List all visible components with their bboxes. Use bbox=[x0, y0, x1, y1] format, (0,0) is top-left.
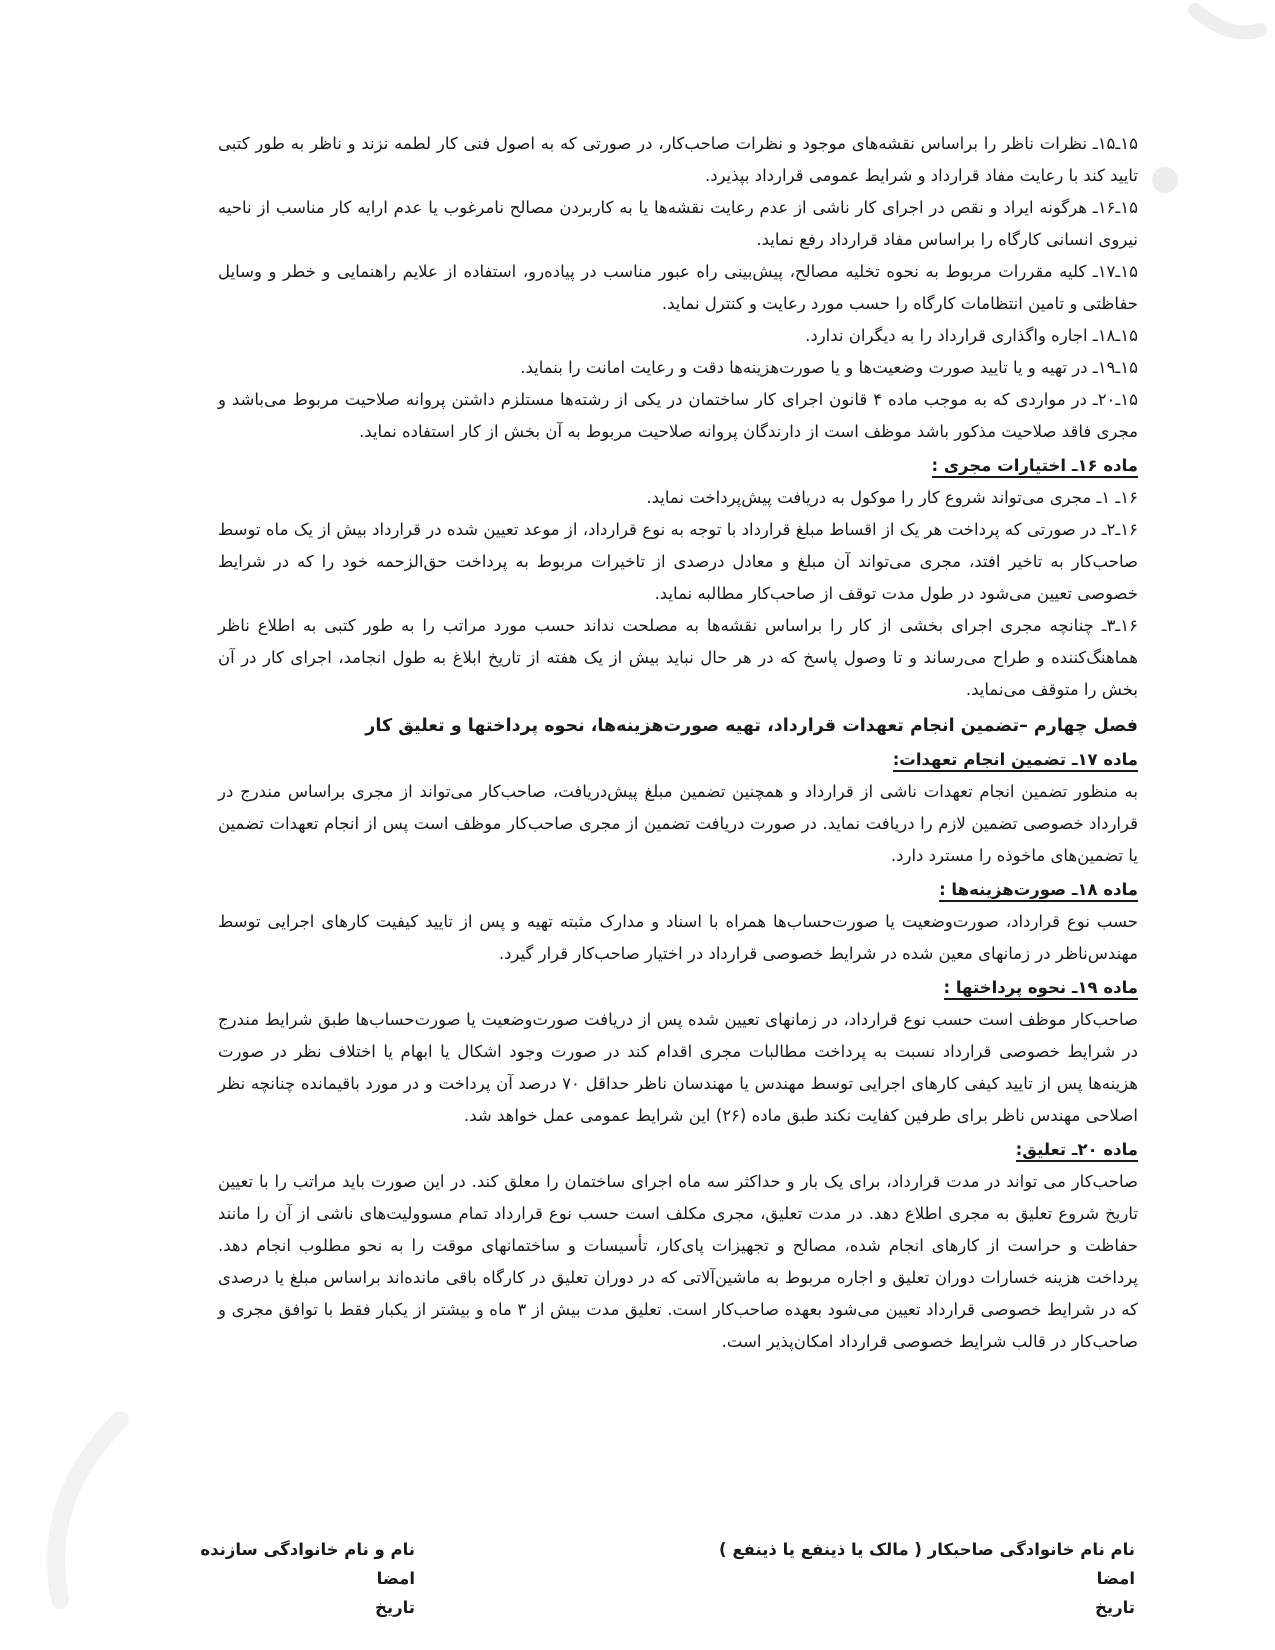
owner-date-label: تاریخ bbox=[1095, 1598, 1135, 1617]
paragraph-15-17: ۱۵ـ۱۷ـ کلیه مقررات مربوط به نحوه تخلیه مصالح، پیش‌بینی راه عبور مناسب در پیاده‌رو، استفاده از علایم راهنمایی و خطر و وسایل حفاظتی و تامین انتظامات کارگاه را حسب مورد رعایت و کنترل نماید. bbox=[218, 262, 1138, 313]
article-17-heading-text: ماده ۱۷ـ تضمین انجام تعهدات: bbox=[893, 750, 1138, 772]
article-20-heading-text: ماده ۲۰ـ تعلیق: bbox=[1016, 1140, 1138, 1162]
article-18-heading-text: ماده ۱۸ـ صورت‌هزینه‌ها : bbox=[939, 880, 1138, 902]
paragraph-16-2: ۱۶ـ۲ـ در صورتی که پرداخت هر یک از اقساط مبلغ قرارداد با توجه به نوع قرارداد، از موعد تعیین شده در قرارداد بیش از یک ماه توسط صاحب‌کار به تاخیر افتد، مجری می‌تواند آن مبلغ و معادل درصدی از تاخیرات مربوط به پرداخت حق‌الزحمه خود را که در شرایط خصوصی تعیین می‌شود در طول مدت توقف از صاحب‌کار مطالبه نماید. bbox=[218, 520, 1138, 603]
owner-signature-label: امضا bbox=[1096, 1569, 1135, 1588]
paragraph-15-18: ۱۵ـ۱۸ـ اجاره واگذاری قرارداد را به دیگران ندارد. bbox=[805, 326, 1138, 345]
owner-signature-block bbox=[719, 1535, 1135, 1622]
article-19-heading-text: ماده ۱۹ـ نحوه پرداختها : bbox=[944, 978, 1138, 1000]
chapter-4-title: فصل چهارم –تضمین انجام تعهدات قرارداد، تهیه صورت‌هزینه‌ها، نحوه پرداختها و تعلیق کار bbox=[365, 716, 1138, 736]
paragraph-16-3: ۱۶ـ۳ـ چنانچه مجری اجرای بخشی از کار را براساس نقشه‌ها به مصلحت نداند حسب مورد مراتب را به طور کتبی به اطلاع ناظر هماهنگ‌کننده و طراح می‌رساند و تا وصول پاسخ که در هر حال نباید بیش از یک هفته از تاریخ ابلاغ به طول انجامد، اجرای کار در آن بخش را متوقف می‌نماید. bbox=[218, 616, 1138, 699]
article-20-heading bbox=[218, 1134, 1138, 1166]
builder-name-label: نام و نام خانوادگی سازنده bbox=[200, 1540, 415, 1559]
article-20-text: صاحب‌کار می تواند در مدت قرارداد، برای یک بار و حداکثر سه ماه اجرای ساختمان را معلق کند. در این صورت باید مراتب را با تعیین تاریخ شروع تعلیق به مجری اطلاع دهد. در مدت تعلیق، مجری مکلف است حسب نوع قرارداد تمام مسوولیت‌های ناشی از آن را مانند حفاظت و حراست از کارهای انجام شده، مصالح و تجهیزات پای‌کار، تأسیسات و ساختمانهای موقت را به نحو مطلوب انجام دهد. پرداخت هزینه خسارات دوران تعلیق و اجاره مربوط به ماشین‌آلاتی که در دوران تعلیق در کارگاه باقی مانده‌اند براساس مبلغ یا درصدی که در شرایط خصوصی قرارداد تعیین می‌شود بعهده صاحب‌کار است. تعلیق مدت بیش از ۳ ماه و بیشتر از یکبار فقط با توافق مجری و صاحب‌کار در قالب شرایط خصوصی قرارداد امکان‌پذیر است. bbox=[218, 1172, 1139, 1351]
owner-name-label: نام نام خانوادگی صاحبکار ( مالک یا ذینفع یا ذینفع ) bbox=[719, 1540, 1135, 1559]
paragraph-15-16: ۱۵ـ۱۶ـ هرگونه ایراد و نقص در اجرای کار ناشی از عدم رعایت نقشه‌ها یا به کاربردن مصالح نامرغوب یا عدم ارایه کار مناسب از ناحیه نیروی انسانی کارگاه را براساس مفاد قرارداد رفع نماید. bbox=[218, 198, 1138, 249]
paragraph-16-1: ۱۶ـ ۱ـ مجری می‌تواند شروع کار را موکول به دریافت پیش‌پرداخت نماید. bbox=[646, 488, 1138, 507]
builder-signature-block bbox=[200, 1535, 415, 1622]
article-19-heading bbox=[218, 972, 1138, 1004]
builder-signature-label: امضا bbox=[376, 1569, 415, 1588]
paragraph-15-19: ۱۵ـ۱۹ـ در تهیه و یا تایید صورت وضعیت‌ها و یا صورت‌هزینه‌ها دقت و رعایت امانت را بنماید. bbox=[520, 358, 1138, 377]
article-17-heading bbox=[218, 744, 1138, 776]
article-19-text: صاحب‌کار موظف است حسب نوع قرارداد، در زمانهای تعیین شده پس از دریافت صورت‌وضعیت یا صورت‌حساب‌ها طبق شرایط مندرج در شرایط خصوصی قرارداد نسبت به پرداخت مطالبات مجری اقدام کند در صورت وجود اشکال یا ابهام یا اختلاف نظر در صورت هزینه‌ها پس از تایید کیفی کارهای اجرایی توسط مهندس یا مهندسان ناظر حداقل ۷۰ درصد آن پرداخت و در مورد باقیمانده چنانچه نظر اصلاحی مهندس ناظر برای طرفین کفایت نکند طبق ماده (۲۶) این شرایط عمومی عمل خواهد شد. bbox=[218, 1010, 1138, 1125]
article-16-heading bbox=[218, 450, 1138, 482]
paragraph-15-20: ۱۵ـ۲۰ـ در مواردی که به موجب ماده ۴ قانون اجرای کار ساختمان در یکی از رشته‌ها مستلزم داشتن پروانه صلاحیت مربوط می‌باشد و مجری فاقد صلاحیت مذکور باشد موظف است از دارندگان پروانه صلاحیت مربوط به آن بخش از کار استفاده نماید. bbox=[218, 390, 1138, 441]
article-17-text: به منظور تضمین انجام تعهدات ناشی از قرارداد و همچنین تضمین مبلغ پیش‌دریافت، صاحب‌کار می‌تواند از مجری براساس مندرج در قرارداد خصوصی تضمین لازم را دریافت نماید. در صورت دریافت تضمین از مجری صاحب‌کار موظف است پس از انجام تعهدات تضمین یا تضمین‌های ماخوذه را مسترد دارد. bbox=[218, 782, 1138, 865]
paragraph-15-15: ۱۵ـ۱۵ـ نظرات ناظر را براساس نقشه‌های موجود و نظرات صاحب‌کار، در صورتی که به اصول فنی کار لطمه نزند و ناظر به طور کتبی تایید کند با رعایت مفاد قرارداد و شرایط عمومی قرارداد بپذیرد. bbox=[218, 134, 1138, 185]
builder-date-label: تاریخ bbox=[375, 1598, 415, 1617]
article-16-heading-text: ماده ۱۶ـ اختیارات مجری : bbox=[932, 456, 1138, 478]
article-18-text: حسب نوع قرارداد، صورت‌وضعیت یا صورت‌حساب‌ها همراه با اسناد و مدارک مثبته تهیه و پس از تایید کیفیت کارهای اجرایی توسط مهندس‌ناظر در زمانهای معین شده در شرایط خصوصی قرارداد در اختیار صاحب‌کار قرار گیرد. bbox=[218, 912, 1138, 963]
document-body bbox=[218, 128, 1138, 1358]
article-18-heading bbox=[218, 874, 1138, 906]
